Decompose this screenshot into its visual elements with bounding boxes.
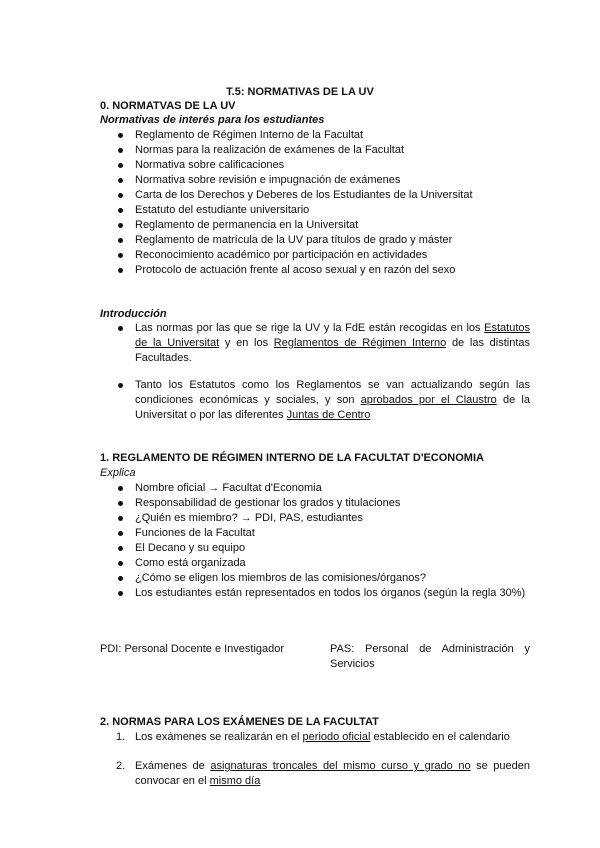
list-item: Como está organizada [118,556,530,571]
link-juntas: Juntas de Centro [286,409,371,421]
intro-list-2 [118,378,530,423]
list-item: ¿Cómo se eligen los miembros de las comisiones/órganos? [118,571,530,586]
section-2-heading: 2. NORMAS PARA LOS EXÁMENES DE LA FACULTAT [100,716,379,728]
link-reglamentos: Reglamentos de Régimen Interno [273,337,447,349]
list-item: Reglamento de Régimen Interno de la Facultat [118,128,530,143]
section-0-list [118,128,530,278]
page-title: T.5: NORMATIVAS DE LA UV [226,86,374,98]
section-1-list [118,481,530,601]
list-item: Carta de los Derechos y Deberes de los Estudiantes de la Universitat [118,188,530,203]
list-item: Reglamento de matrícula de la UV para títulos de grado y máster [118,233,530,248]
list-item: Los estudiantes están representados en todos los órganos (según la regla 30%) [118,586,530,601]
intro-paragraph-1: Las normas por las que se rige la UV y la FdE están recogidas en los Estatutos de la Universitat y en los Reglamentos de Régimen Interno de las distintas Facultades. [118,321,530,366]
link-estatutos: Estatutos de la Universitat [135,322,530,349]
list-item: ¿Quién es miembro? → PDI, PAS, estudiantes [118,511,530,526]
section-2-list [118,730,530,745]
numbered-item-1: 1. Los exámenes se realizarán en el periodo oficial establecido en el calendario [116,731,510,743]
section-1-subheading: Explica [100,467,136,479]
list-item: Normativa sobre calificaciones [118,158,530,173]
list-item: Reconocimiento académico por participación en actividades [118,248,530,263]
intro-heading: Introducción [100,308,167,320]
list-item: Protocolo de actuación frente al acoso sexual y en razón del sexo [118,263,530,278]
section-0-heading: 0. NORMATVAS DE LA UV [100,100,236,112]
section-2-list-2 [118,759,530,789]
link-claustro: aprobados por el Claustro [360,394,497,406]
link-asignaturas-troncales: asignaturas troncales del mismo curso y grado no [210,760,471,772]
list-item: Funciones de la Facultat [118,526,530,541]
link-periodo-oficial: periodo oficial [302,731,371,743]
list-item: Reglamento de permanencia en la Universitat [118,218,530,233]
intro-list [118,321,530,366]
pas-definition: PAS: Personal de Administración y Servicios [330,643,530,670]
list-item: Normativa sobre revisión e impugnación de exámenes [118,173,530,188]
list-item: Responsabilidad de gestionar los grados y titulaciones [118,496,530,511]
pdi-definition: PDI: Personal Docente e Investigador [100,643,285,655]
list-item: El Decano y su equipo [118,541,530,556]
intro-paragraph-2: Tanto los Estatutos como los Reglamentos se van actualizando según las condiciones económicas y sociales, y son aprobados por el Claustro de la Universitat o por las diferentes Juntas de Centro [118,378,530,423]
section-0-subheading: Normativas de interés para los estudiantes [100,114,325,126]
list-item: Normas para la realización de exámenes de la Facultat [118,143,530,158]
list-item: Estatuto del estudiante universitario [118,203,530,218]
section-1-heading: 1. REGLAMENTO DE RÉGIMEN INTERNO DE LA FACULTAT D'ECONOMIA [100,452,484,464]
list-item: Nombre oficial → Facultat d'Economia [118,481,530,496]
link-mismo-dia: mismo día [209,775,261,787]
numbered-item-2: 2. Exámenes de asignaturas troncales del mismo curso y grado no se pueden convocar en el mismo día [116,760,530,787]
